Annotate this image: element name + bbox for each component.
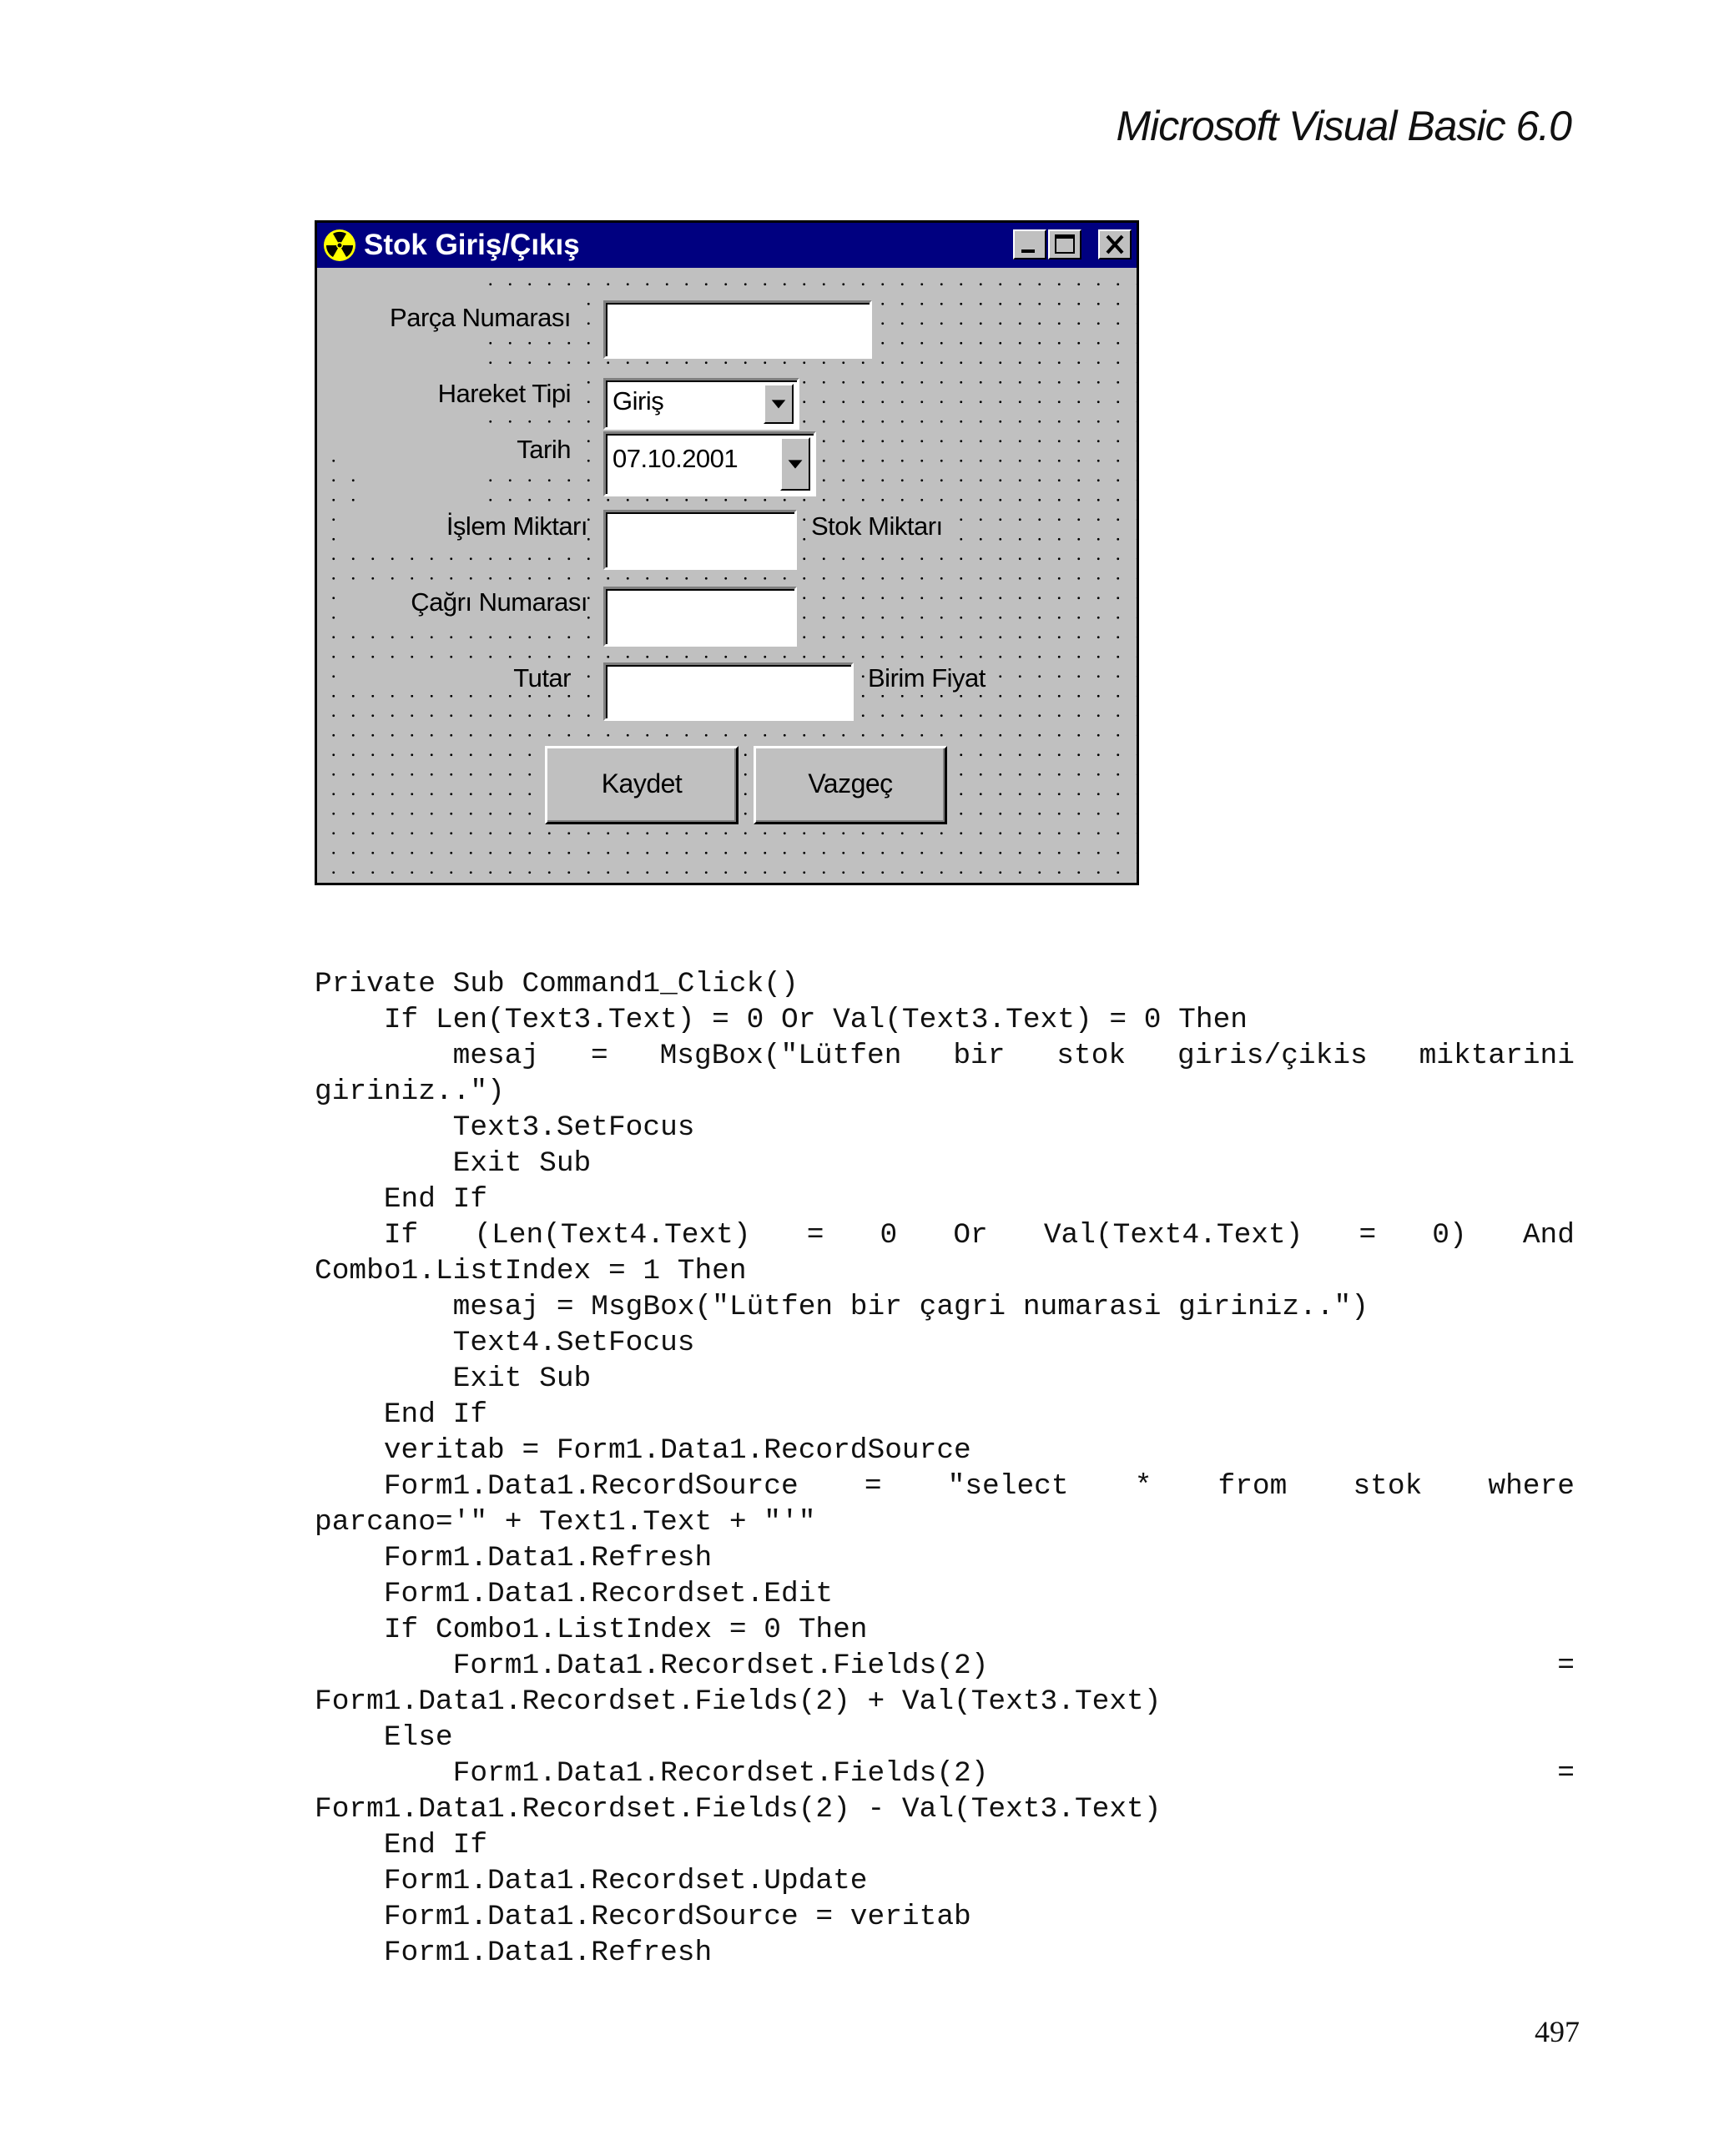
code-token: 0) bbox=[1432, 1219, 1467, 1252]
code-token: = bbox=[1557, 1650, 1575, 1682]
labels-area bbox=[332, 275, 484, 443]
code-token: = bbox=[864, 1470, 882, 1503]
code-line: mesaj = MsgBox("Lütfen bir çagri numarasi giriniz..") bbox=[315, 1291, 1369, 1323]
maximize-icon bbox=[1050, 231, 1080, 258]
code-token: = bbox=[1359, 1219, 1377, 1252]
chevron-down-icon bbox=[782, 439, 809, 489]
code-token: Val(Text4.Text) bbox=[1043, 1219, 1303, 1252]
label-birim-fiyat: Birim Fiyat bbox=[868, 662, 986, 695]
minimize-icon bbox=[1015, 231, 1045, 258]
code-line: If Len(Text3.Text) = 0 Or Val(Text3.Text) = 0 Then bbox=[315, 1004, 1248, 1036]
islem-miktari-input[interactable] bbox=[603, 510, 797, 570]
code-line: Exit Sub bbox=[315, 1147, 592, 1180]
code-line: Exit Sub bbox=[315, 1363, 592, 1395]
close-icon bbox=[1100, 231, 1130, 258]
code-line: giriniz..") bbox=[315, 1075, 505, 1108]
code-line: If Combo1.ListIndex = 0 Then bbox=[315, 1614, 868, 1646]
book-title-header: Microsoft Visual Basic 6.0 bbox=[1116, 103, 1571, 149]
window-title: Stok Giriş/Çıkış bbox=[364, 229, 580, 261]
code-line: Form1.Data1.Recordset.Update bbox=[315, 1865, 868, 1897]
code-line: Form1.Data1.Refresh bbox=[315, 1937, 713, 1969]
label-islem-miktari: İşlem Miktarı bbox=[350, 510, 587, 543]
code-token: Form1.Data1.Recordset.Fields(2) bbox=[315, 1757, 989, 1790]
code-line: veritab = Form1.Data1.RecordSource bbox=[315, 1434, 971, 1467]
label-cagri-numarasi: Çağrı Numarası bbox=[350, 586, 587, 619]
code-line: End If bbox=[315, 1183, 488, 1216]
code-line: End If bbox=[315, 1398, 488, 1431]
hareket-tipi-value: Giriş bbox=[613, 386, 664, 416]
hareket-tipi-combo[interactable] bbox=[603, 378, 799, 430]
maximize-button[interactable] bbox=[1048, 229, 1081, 259]
label-stok-miktari: Stok Miktarı bbox=[811, 510, 943, 543]
tarih-value: 07.10.2001 bbox=[613, 444, 739, 473]
code-line bbox=[315, 1468, 1575, 1504]
code-line: Form1.Data1.Refresh bbox=[315, 1542, 713, 1574]
code-listing bbox=[315, 966, 1575, 1971]
code-line: Form1.Data1.RecordSource = veritab bbox=[315, 1901, 971, 1933]
label-hareket-tipi: Hareket Tipi bbox=[350, 377, 571, 411]
close-button[interactable] bbox=[1098, 229, 1132, 259]
code-line bbox=[315, 1038, 1575, 1074]
form-design-grid bbox=[317, 268, 1137, 883]
tutar-input[interactable] bbox=[603, 662, 854, 721]
code-line: parcano='" + Text1.Text + "'" bbox=[315, 1506, 816, 1539]
code-token: where bbox=[1488, 1470, 1575, 1503]
hareket-tipi-dropdown-button[interactable] bbox=[764, 384, 794, 424]
parca-numarasi-input[interactable] bbox=[603, 300, 872, 359]
stok-giris-cikis-window bbox=[315, 220, 1139, 885]
code-token: Form1.Data1.RecordSource bbox=[315, 1470, 799, 1503]
code-token: MsgBox("Lütfen bbox=[659, 1040, 902, 1072]
code-line: End If bbox=[315, 1829, 488, 1861]
code-line: Combo1.ListIndex = 1 Then bbox=[315, 1255, 747, 1287]
code-token: = bbox=[591, 1040, 608, 1072]
label-parca-numarasi: Parça Numarası bbox=[350, 301, 571, 335]
code-line: Form1.Data1.Recordset.Edit bbox=[315, 1578, 834, 1610]
code-line: Form1.Data1.Recordset.Fields(2) + Val(Text3.Text) bbox=[315, 1685, 1162, 1718]
vazgec-button[interactable]: Vazgeç bbox=[754, 746, 947, 824]
radiation-icon bbox=[322, 229, 357, 262]
kaydet-button[interactable]: Kaydet bbox=[545, 746, 739, 824]
code-token: = bbox=[806, 1219, 824, 1252]
code-token: (Len(Text4.Text) bbox=[474, 1219, 751, 1252]
code-token: 0 bbox=[880, 1219, 898, 1252]
code-token: bir bbox=[953, 1040, 1006, 1072]
code-token: = bbox=[1557, 1757, 1575, 1790]
code-line: Text4.SetFocus bbox=[315, 1327, 695, 1359]
page-number: 497 bbox=[1535, 2015, 1580, 2048]
code-line: Form1.Data1.Recordset.Fields(2) - Val(Text3.Text) bbox=[315, 1793, 1162, 1826]
code-token: miktarini bbox=[1419, 1040, 1575, 1072]
chevron-down-icon bbox=[765, 385, 792, 422]
cagri-numarasi-input[interactable] bbox=[603, 587, 797, 647]
code-token: And bbox=[1522, 1219, 1575, 1252]
code-token: If bbox=[315, 1219, 419, 1252]
tarih-dropdown-button[interactable] bbox=[780, 437, 810, 491]
code-line: Private Sub Command1_Click() bbox=[315, 968, 799, 1000]
code-token: from bbox=[1217, 1470, 1288, 1503]
code-token: mesaj bbox=[315, 1040, 540, 1072]
code-token: Form1.Data1.Recordset.Fields(2) bbox=[315, 1650, 989, 1682]
code-line bbox=[315, 1756, 1575, 1791]
code-token: giris/çikis bbox=[1177, 1040, 1368, 1072]
label-tarih: Tarih bbox=[350, 433, 571, 466]
minimize-button[interactable] bbox=[1013, 229, 1046, 259]
code-line bbox=[315, 1217, 1575, 1253]
code-token: Or bbox=[953, 1219, 988, 1252]
code-token: stok bbox=[1056, 1040, 1127, 1072]
code-line: Else bbox=[315, 1721, 453, 1754]
code-token: * bbox=[1134, 1470, 1152, 1503]
tarih-date-picker[interactable] bbox=[603, 431, 816, 496]
code-line bbox=[315, 1648, 1575, 1684]
code-token: "select bbox=[947, 1470, 1069, 1503]
window-titlebar[interactable] bbox=[317, 223, 1137, 268]
label-tutar: Tutar bbox=[350, 662, 571, 695]
code-token: stok bbox=[1353, 1470, 1423, 1503]
code-line: Text3.SetFocus bbox=[315, 1111, 695, 1144]
